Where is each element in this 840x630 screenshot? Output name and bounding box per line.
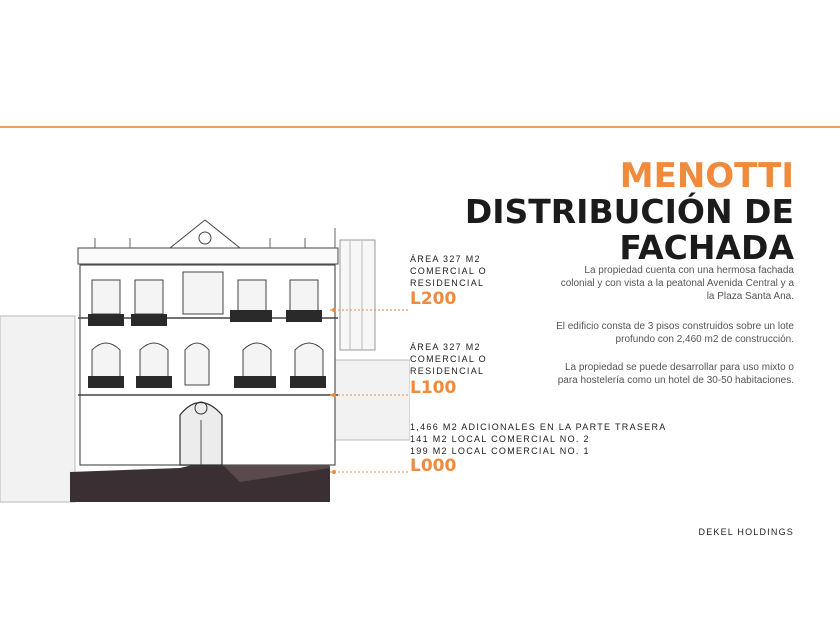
top-divider [0, 126, 840, 128]
company-name: DEKEL HOLDINGS [698, 527, 794, 537]
facade-drawing [0, 210, 410, 510]
level-l100-code: L100 [410, 378, 457, 398]
level-l200-description: ÁREA 327 M2 COMERCIAL O RESIDENCIAL [410, 254, 487, 288]
level-l100-description: ÁREA 327 M2 COMERCIAL O RESIDENCIAL [410, 342, 487, 376]
level-l000-code: L000 [410, 456, 457, 476]
level-l200-code: L200 [410, 289, 457, 309]
page-title: DISTRIBUCIÓN DE FACHADA [464, 192, 794, 267]
level-l000-description: 1,466 M2 ADICIONALES EN LA PARTE TRASERA 141 M2 LOCAL COMERCIAL NO. 2 199 M2 LOCAL COMERCIAL NO. 1 [410, 422, 667, 456]
description-paragraph: El edificio consta de 3 pisos construidos sobre un lote profundo con 2,460 m2 de construcción. [556, 321, 794, 345]
description-paragraph: La propiedad se puede desarrollar para uso mixto o para hostelería como un hotel de 30-50 habitaciones. [557, 362, 794, 386]
description-paragraph: La propiedad cuenta con una hermosa fachada colonial y con vista a la peatonal Avenida Central y a la Plaza Santa Ana. [560, 265, 794, 302]
brand-title: MENOTTI [619, 156, 794, 196]
